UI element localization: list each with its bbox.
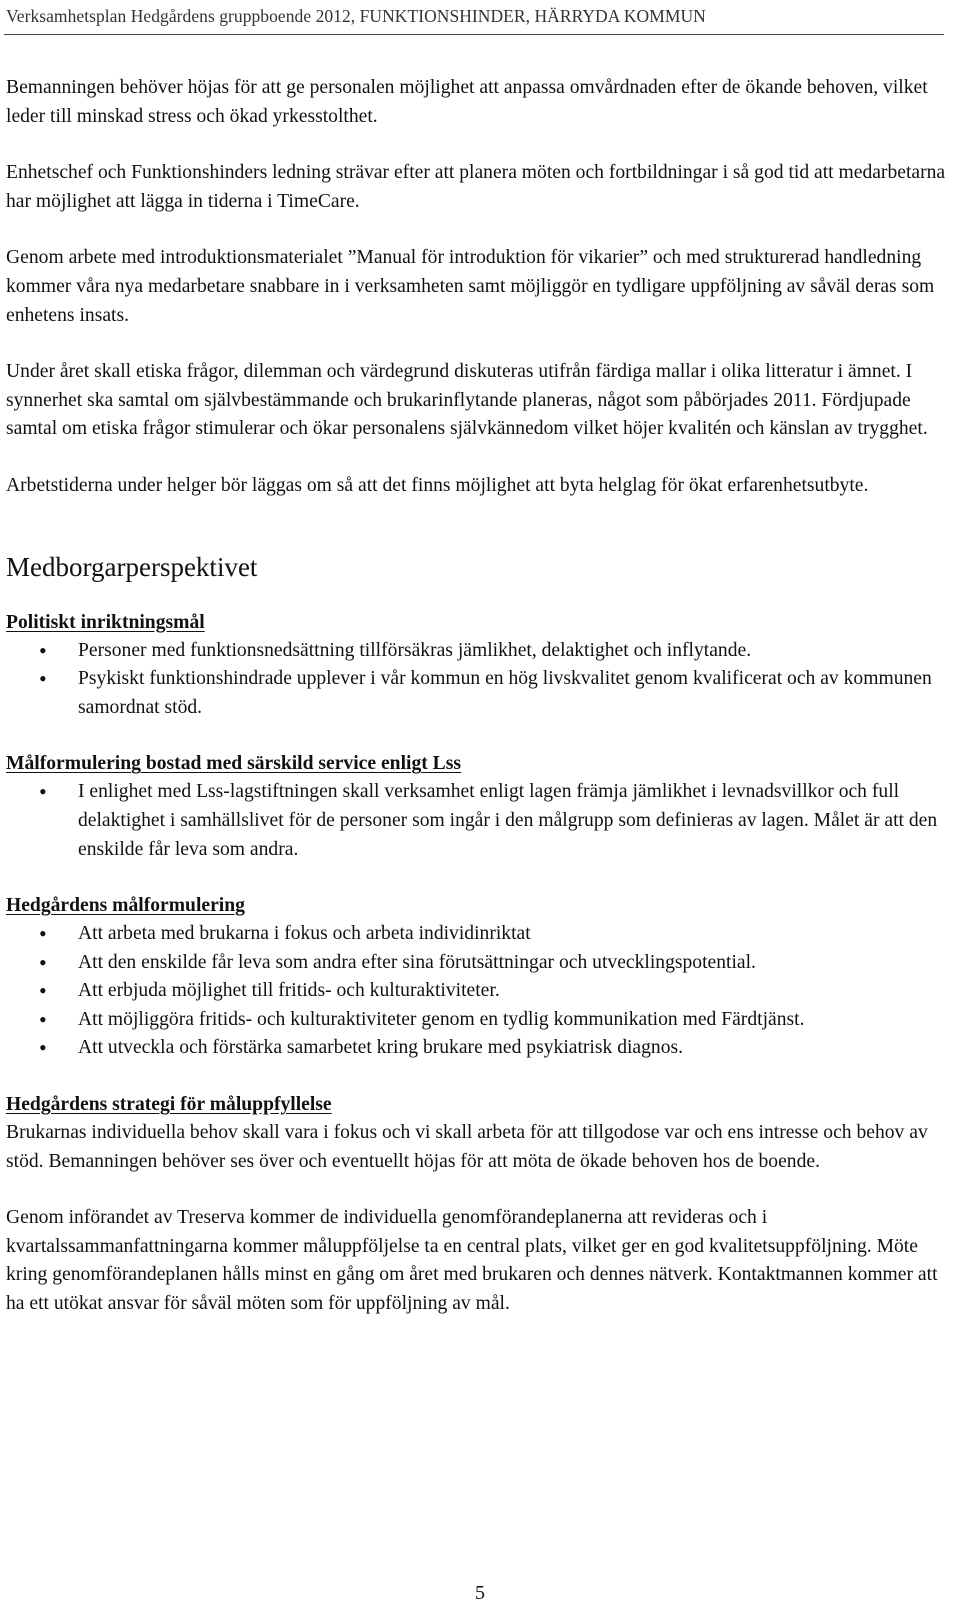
list-malformulering-bostad (6, 778, 950, 864)
bullet-icon: • (39, 949, 47, 975)
list-item-text: Psykiskt funktionshindrade upplever i vår kommun en hög livskvalitet genom kvalificerat och av kommunen samordnat stöd. (78, 668, 932, 718)
list-item (6, 949, 950, 978)
paragraph-enhetschef: Enhetschef och Funktionshinders ledning strävar efter att planera möten och fortbildningar i så god tid att medarbetarna har möjlighet att lägga in tiderna i TimeCare. (6, 162, 946, 212)
page-number: 5 (475, 1582, 485, 1604)
list-item-text: I enlighet med Lss-lagstiftningen skall verksamhet enligt lagen främja jämlikhet i levnadsvillkor och full delaktighet i samhällslivet för de personer som ingår i den målgrupp som definieras av lagen. Målet är att den enskilde får leva som andra. (78, 781, 938, 860)
bullet-icon: • (39, 666, 47, 692)
section-title: Medborgarperspektivet (6, 551, 258, 582)
bullet-icon: • (39, 921, 47, 947)
page-header: Verksamhetsplan Hedgårdens gruppboende 2012, FUNKTIONSHINDER, HÄRRYDA KOMMUN (6, 6, 706, 26)
list-item (6, 778, 950, 864)
list-item-text: Att erbjuda möjlighet till fritids- och kulturaktiviteter. (78, 980, 500, 1002)
bullet-icon: • (39, 637, 47, 663)
list-item-text: Personer med funktionsnedsättning tillförsäkras jämlikhet, delaktighet och inflytande. (78, 639, 752, 661)
paragraph-strategi-2: Genom införandet av Treserva kommer de individuella genomförandeplanerna att revideras och i kvartalssammanfattningarna kommer måluppföljelse ta en central plats, vilket ger en god kvalitetsuppföljning. Möte kring genomförandeplanen hålls minst en gång om året med brukaren och dennes nätverk. Kontaktmannen kommer att ha ett utökat ansvar för såväl möten som för uppföljning av mål. (6, 1207, 938, 1315)
header-rule (4, 34, 944, 35)
paragraph-introduktion: Genom arbete med introduktionsmaterialet ”Manual för introduktion för vikarier” och med strukturerad handledning kommer våra nya medarbetare snabbare in i verksamheten samt möjliggör en tydligare uppföljning av såväl deras som enhetens insats. (6, 247, 935, 326)
paragraph-arbetstider: Arbetstiderna under helger bör läggas om så att det finns möjlighet att byta helglag för ökat erfarenhetsutbyte. (6, 474, 869, 496)
paragraph-bemanning: Bemanningen behöver höjas för att ge personalen möjlighet att anpassa omvårdnaden efter de ökande behoven, vilket leder till minskad stress och ökad yrkesstolthet. (6, 77, 928, 127)
paragraph-strategi-1: Brukarnas individuella behov skall vara i fokus och vi skall arbeta för att tillgodose var och ens intresse och behov av stöd. Bemanningen behöver ses över och eventuellt höjas för att möta de ökade behoven hos de boende. (6, 1122, 928, 1172)
list-item-text: Att arbeta med brukarna i fokus och arbeta individinriktat (78, 923, 531, 945)
list-politiskt-inriktningsmal (6, 637, 950, 723)
list-item-text: Att möjliggöra fritids- och kulturaktiviteter genom en tydlig kommunikation med Färdtjänst. (78, 1008, 805, 1030)
document-body (6, 74, 950, 1347)
bullet-icon: • (39, 978, 47, 1004)
list-item (6, 920, 950, 949)
heading-strategi-maluppfyllelse: Hedgårdens strategi för måluppfyllelse (6, 1094, 332, 1116)
list-hedgardens-malformulering (6, 920, 950, 1063)
heading-politiskt-inriktningsmal: Politiskt inriktningsmål (6, 611, 205, 633)
list-item (6, 1034, 950, 1063)
bullet-icon: • (39, 779, 47, 805)
list-item (6, 637, 950, 666)
list-item (6, 977, 950, 1006)
heading-hedgardens-malformulering: Hedgårdens målformulering (6, 895, 245, 917)
list-item (6, 1006, 950, 1035)
bullet-icon: • (39, 1035, 47, 1061)
heading-malformulering-bostad: Målformulering bostad med särskild service enligt Lss (6, 753, 461, 775)
list-item-text: Att utveckla och förstärka samarbetet kring brukare med psykiatrisk diagnos. (78, 1037, 684, 1059)
paragraph-etiska-fragor: Under året skall etiska frågor, dilemman och värdegrund diskuteras utifrån färdiga mallar i olika litteratur i ämnet. I synnerhet ska samtal om självbestämmande och brukarinflytande planeras, något som påbörjades 2011. Fördjupade samtal om etiska frågor stimulerar och ökar personalens självkännedom vilket höjer kvalitén och känslan av trygghet. (6, 361, 928, 440)
list-item-text: Att den enskilde får leva som andra efter sina förutsättningar och utvecklingspotential. (78, 951, 756, 973)
list-item (6, 665, 950, 722)
bullet-icon: • (39, 1006, 47, 1032)
